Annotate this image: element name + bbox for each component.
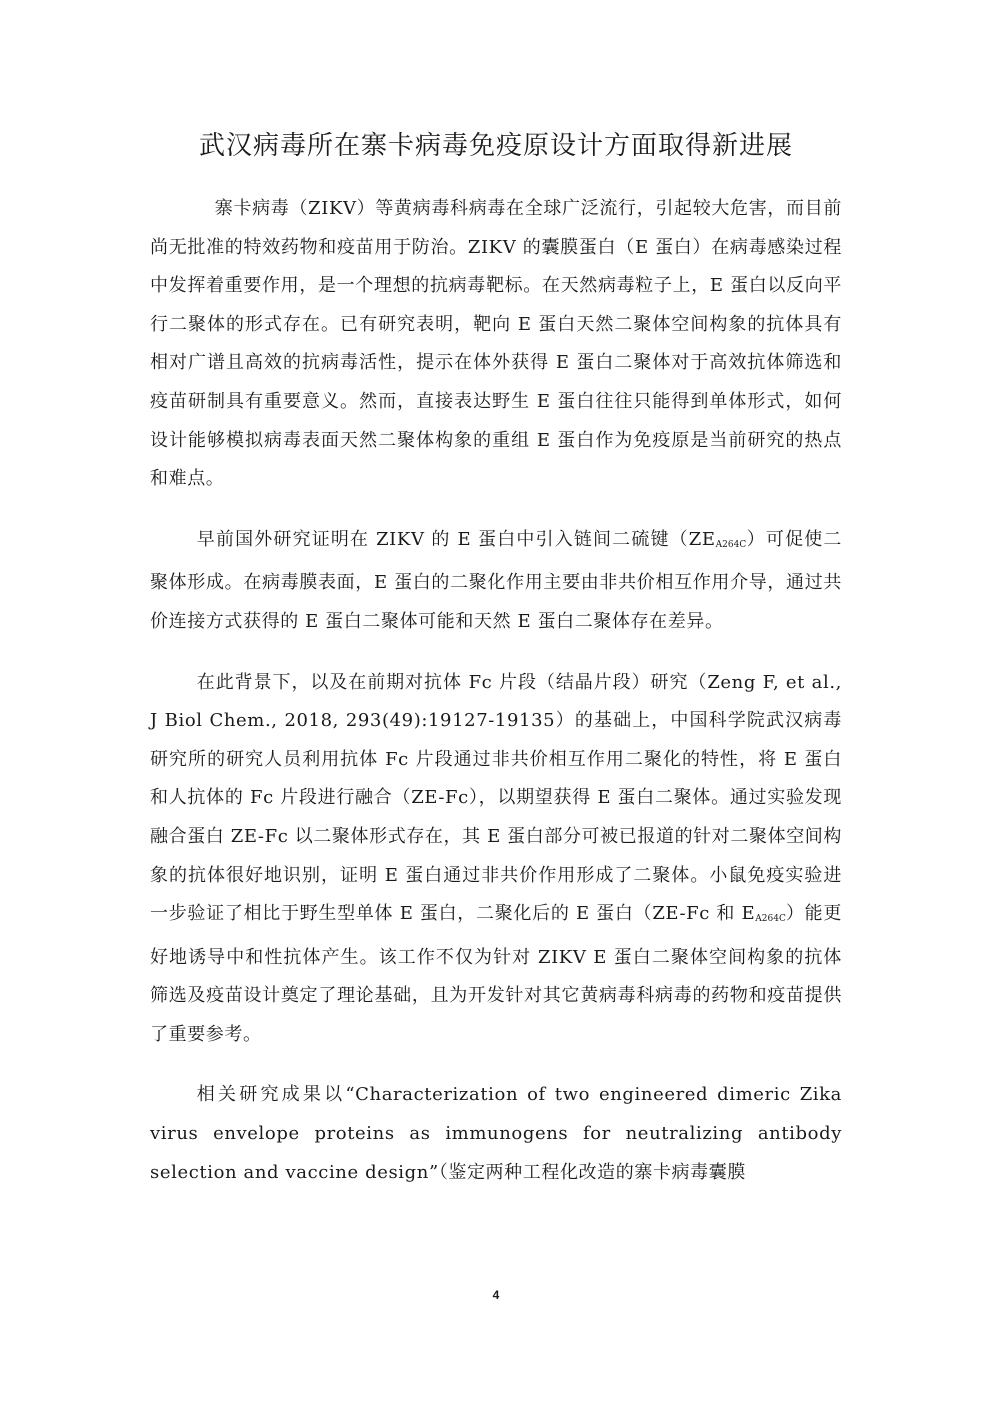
paragraph-2-text-b: ）可促使二聚体形成。在病毒膜表面，E 蛋白的二聚化作用主要由非共价相互作用介导，通过共价连接方式获得的 E 蛋白二聚体可能和天然 E 蛋白二聚体存在差异。	[150, 528, 842, 632]
paragraph-3	[150, 664, 842, 1055]
paragraph-3-text-a: 在此背景下，以及在前期对抗体 Fc 片段（结晶片段）研究（Zeng F, et al., J Biol Chem., 2018, 293(49):19127-19135）的基础上，中国科学院武汉病毒研究所的研究人员利用抗体 Fc 片段通过非共价相互作用二聚化的特性，将 E 蛋白和人抗体的 Fc 片段进行融合（ZE-Fc），以期望获得 E 蛋白二聚体。通过实验发现融合蛋白 ZE-Fc 以二聚体形式存在，其 E 蛋白部分可被已报道的针对二聚体空间构象的抗体很好地识别，证明 E 蛋白通过非共价作用形成了二聚体。小鼠免疫实验进一步验证了相比于野生型单体 E 蛋白，二聚化后的 E 蛋白（ZE-Fc 和 E	[150, 671, 842, 925]
page-number: 4	[492, 1288, 500, 1302]
paragraph-2-text-a: 早前国外研究证明在 ZIKV 的 E 蛋白中引入链间二硫键（ZE	[196, 528, 716, 550]
page-title: 武汉病毒所在寨卡病毒免疫原设计方面取得新进展	[198, 131, 793, 161]
paragraph-1: 寨卡病毒（ZIKV）等黄病毒科病毒在全球广泛流行，引起较大危害，而目前尚无批准的特效药物和疫苗用于防治。ZIKV 的囊膜蛋白（E 蛋白）在病毒感染过程中发挥着重要作用，是一个理想的抗病毒靶标。在天然病毒粒子上，E 蛋白以反向平行二聚体的形式存在。已有研究表明，靶向 E 蛋白天然二聚体空间构象的抗体具有相对广谱且高效的抗病毒活性，提示在体外获得 E 蛋白二聚体对于高效抗体筛选和疫苗研制具有重要意义。然而，直接表达野生 E 蛋白往往只能得到单体形式，如何设计能够模拟病毒表面天然二聚体构象的重组 E 蛋白作为免疫原是当前研究的热点和难点。	[150, 198, 842, 490]
subscript-a264c: A264C	[755, 914, 786, 925]
paragraph-3-text-b: ）能更好地诱导中和性抗体产生。该工作不仅为针对 ZIKV E 蛋白二聚体空间构象的抗体筛选及疫苗设计奠定了理论基础，且为开发针对其它黄病毒科病毒的药物和疫苗提供了重要参考。	[150, 903, 842, 1045]
paragraph-4: 相关研究成果以“Characterization of two engineered dimeric Zika virus envelope proteins as immunogens for neutralizing antibody selection and vaccine design”（鉴定两种工程化改造的寨卡病毒囊膜	[150, 1084, 842, 1183]
article-body	[150, 190, 842, 1214]
paragraph-2	[150, 521, 842, 642]
subscript-a264c: A264C	[715, 539, 747, 550]
